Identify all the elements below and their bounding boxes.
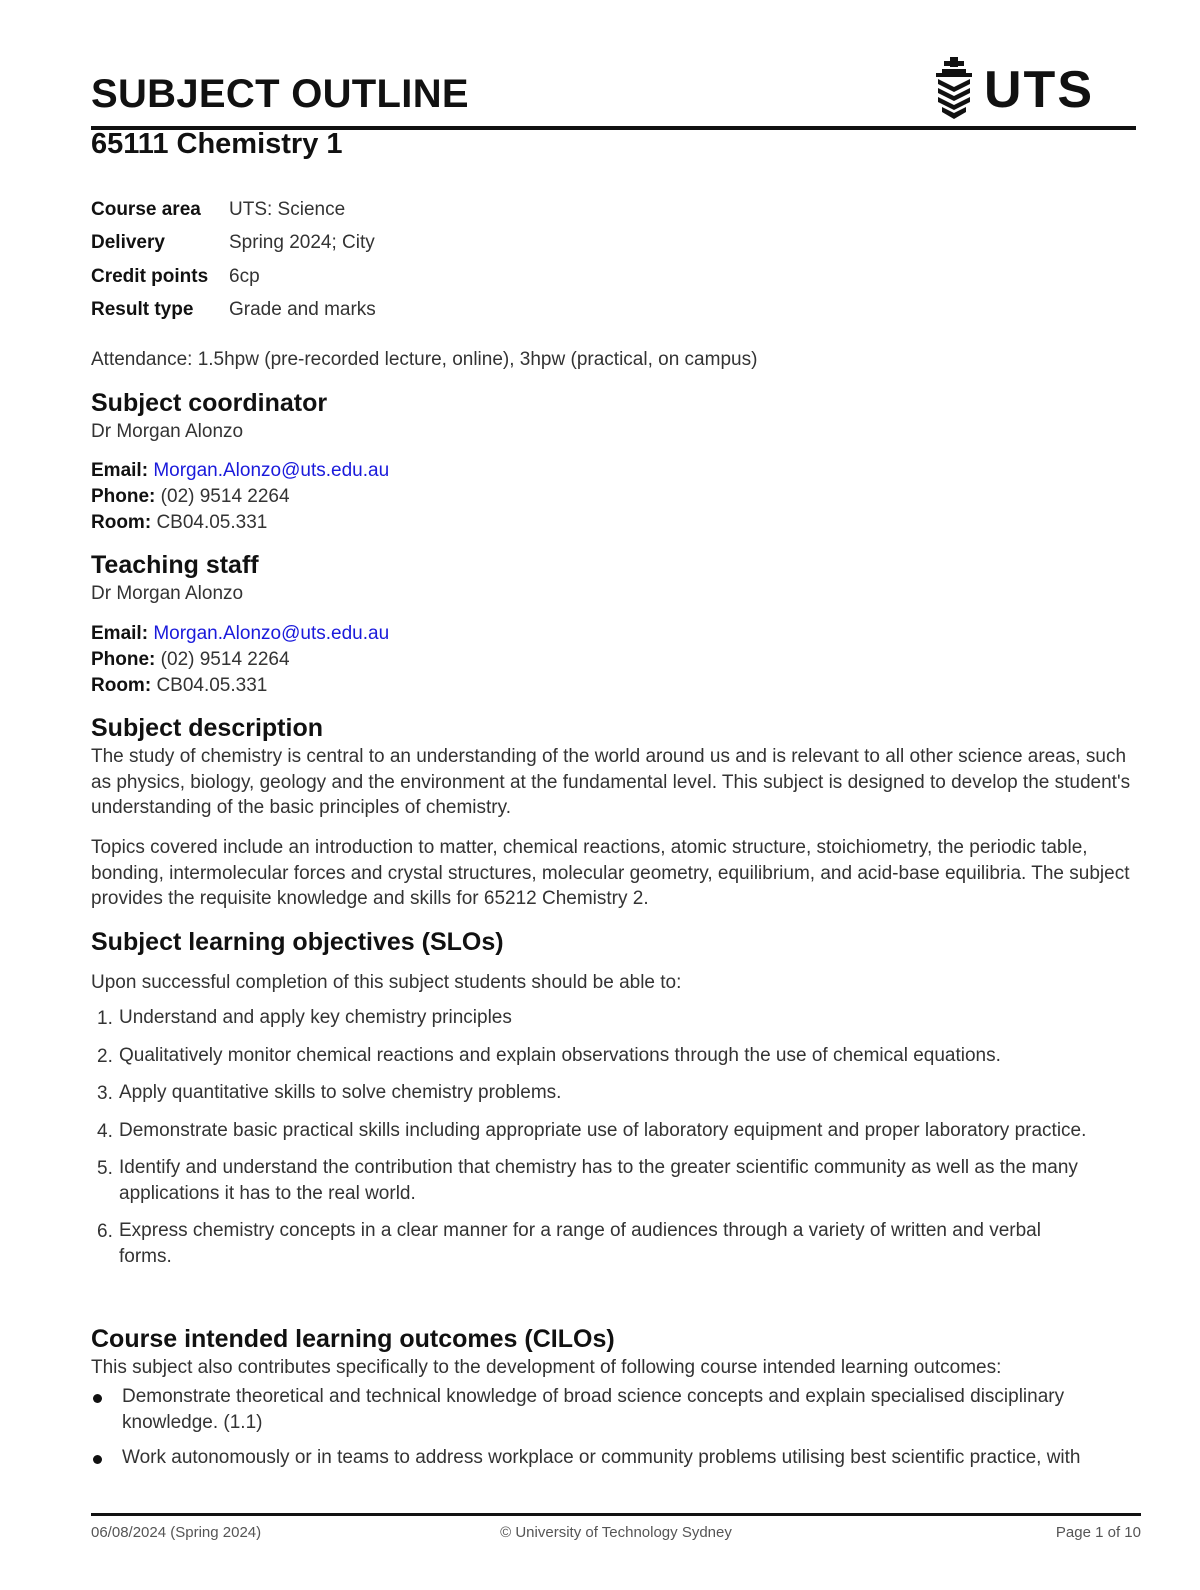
subject-meta-table	[91, 193, 376, 327]
coordinator-room-line	[91, 510, 1136, 536]
coordinator-phone: (02) 9514 2264	[160, 485, 290, 507]
coordinator-email-line	[91, 458, 1136, 484]
slo-number: 6.	[97, 1221, 113, 1242]
meta-label: Credit points	[91, 265, 209, 287]
coordinator-room: CB04.05.331	[156, 511, 268, 533]
slo-text: Apply quantitative skills to solve chemistry problems.	[119, 1082, 562, 1103]
coordinator-heading: Subject coordinator	[91, 389, 328, 417]
document-title: SUBJECT OUTLINE	[91, 72, 469, 116]
coordinator-contact	[91, 458, 1136, 535]
teaching-phone: (02) 9514 2264	[160, 648, 290, 670]
meta-value: Grade and marks	[229, 299, 376, 321]
page-footer	[91, 1513, 1141, 1546]
cilo-item	[91, 1384, 1136, 1435]
meta-row-credit-points	[91, 260, 376, 294]
slo-item	[91, 1155, 1091, 1206]
slo-text: Qualitatively monitor chemical reactions and explain observations through the use of chemical equations.	[119, 1044, 1001, 1066]
uts-logo	[934, 60, 1094, 120]
meta-value: 6cp	[229, 265, 260, 287]
footer-copyright: © University of Technology Sydney	[500, 1524, 732, 1541]
uts-logo-text: UTS	[984, 61, 1094, 119]
bullet-icon	[93, 1455, 102, 1464]
slo-number: 5.	[97, 1158, 113, 1179]
teaching-name: Dr Morgan Alonzo	[91, 583, 244, 604]
slos-heading: Subject learning objectives (SLOs)	[91, 928, 504, 956]
slo-number: 1.	[97, 1008, 113, 1029]
cilos-heading: Course intended learning outcomes (CILOs)	[91, 1325, 615, 1353]
slo-item	[91, 1080, 1091, 1106]
email-label: Email:	[91, 460, 149, 481]
meta-row-result-type	[91, 294, 376, 328]
bullet-icon	[93, 1394, 102, 1403]
footer-page-number: Page 1 of 10	[1055, 1524, 1141, 1541]
room-label: Room:	[91, 511, 152, 533]
slo-text: Identify and understand the contribution that chemistry has to the greater scientific community as well as the many applications it has to the real world.	[119, 1157, 1078, 1204]
phone-label: Phone:	[91, 485, 156, 507]
meta-label: Result type	[91, 299, 194, 321]
cilo-text: Demonstrate theoretical and technical knowledge of broad science concepts and explain specialised disciplinary knowledge. (1.1)	[122, 1386, 1065, 1433]
slos-intro: Upon successful completion of this subject students should be able to:	[91, 972, 682, 993]
slo-text: Understand and apply key chemistry principles	[119, 1007, 512, 1028]
email-label: Email:	[91, 623, 149, 644]
slos-list	[91, 1005, 1091, 1281]
coordinator-name: Dr Morgan Alonzo	[91, 421, 244, 442]
meta-label: Delivery	[91, 232, 165, 254]
slo-text: Express chemistry concepts in a clear manner for a range of audiences through a variety of written and verbal forms.	[119, 1220, 1041, 1267]
meta-value: UTS: Science	[229, 198, 346, 220]
teaching-room: CB04.05.331	[156, 674, 268, 696]
description-heading: Subject description	[91, 714, 323, 742]
slo-item	[91, 1005, 1091, 1031]
document-header	[91, 60, 1136, 130]
teaching-phone-line	[91, 647, 1136, 673]
cilos-intro: This subject also contributes specifically to the development of following course intended learning outcomes:	[91, 1357, 1002, 1378]
meta-value: Spring 2024; City	[229, 232, 375, 254]
attendance-text: Attendance: 1.5hpw (pre-recorded lecture, online), 3hpw (practical, on campus)	[91, 349, 758, 370]
meta-row-course-area	[91, 193, 376, 227]
phone-label: Phone:	[91, 648, 156, 670]
uts-crest-icon	[934, 57, 974, 123]
teaching-heading: Teaching staff	[91, 551, 259, 579]
slo-item	[91, 1218, 1091, 1269]
teaching-room-line	[91, 673, 1136, 699]
coordinator-phone-line	[91, 484, 1136, 510]
cilo-text: Work autonomously or in teams to address workplace or community problems utilising best scientific practice, with	[122, 1447, 1081, 1468]
cilo-item	[91, 1445, 1136, 1471]
meta-label: Course area	[91, 198, 201, 220]
slo-number: 2.	[97, 1045, 113, 1067]
slo-number: 3.	[97, 1083, 113, 1104]
slo-item	[91, 1118, 1091, 1144]
teaching-contact	[91, 621, 1136, 698]
coordinator-email-link[interactable]: Morgan.Alonzo@uts.edu.au	[153, 460, 390, 481]
slo-text: Demonstrate basic practical skills including appropriate use of laboratory equipment and proper laboratory practice.	[119, 1119, 1087, 1141]
footer-date: 06/08/2024 (Spring 2024)	[91, 1524, 262, 1541]
cilos-list	[91, 1384, 1136, 1481]
slo-item	[91, 1043, 1091, 1069]
teaching-email-link[interactable]: Morgan.Alonzo@uts.edu.au	[153, 623, 390, 644]
description-paragraph-1: The study of chemistry is central to an understanding of the world around us and is relevant to all other science areas, such as physics, biology, geology and the environment at the fundamental level. This subject is designed to develop the student's understanding of the basic principles of chemistry.	[91, 746, 1131, 818]
subject-title: 65111 Chemistry 1	[91, 128, 343, 160]
slo-number: 4.	[97, 1120, 113, 1142]
room-label: Room:	[91, 674, 152, 696]
description-paragraph-2: Topics covered include an introduction to matter, chemical reactions, atomic structure, stoichiometry, the periodic table, bonding, intermolecular forces and crystal structures, molecular geometry, equilibrium, and acid-base equilibria. The subject provides the requisite knowledge and skills for 65212 Chemistry 2.	[91, 837, 1130, 909]
meta-row-delivery	[91, 227, 376, 261]
teaching-email-line	[91, 621, 1136, 647]
